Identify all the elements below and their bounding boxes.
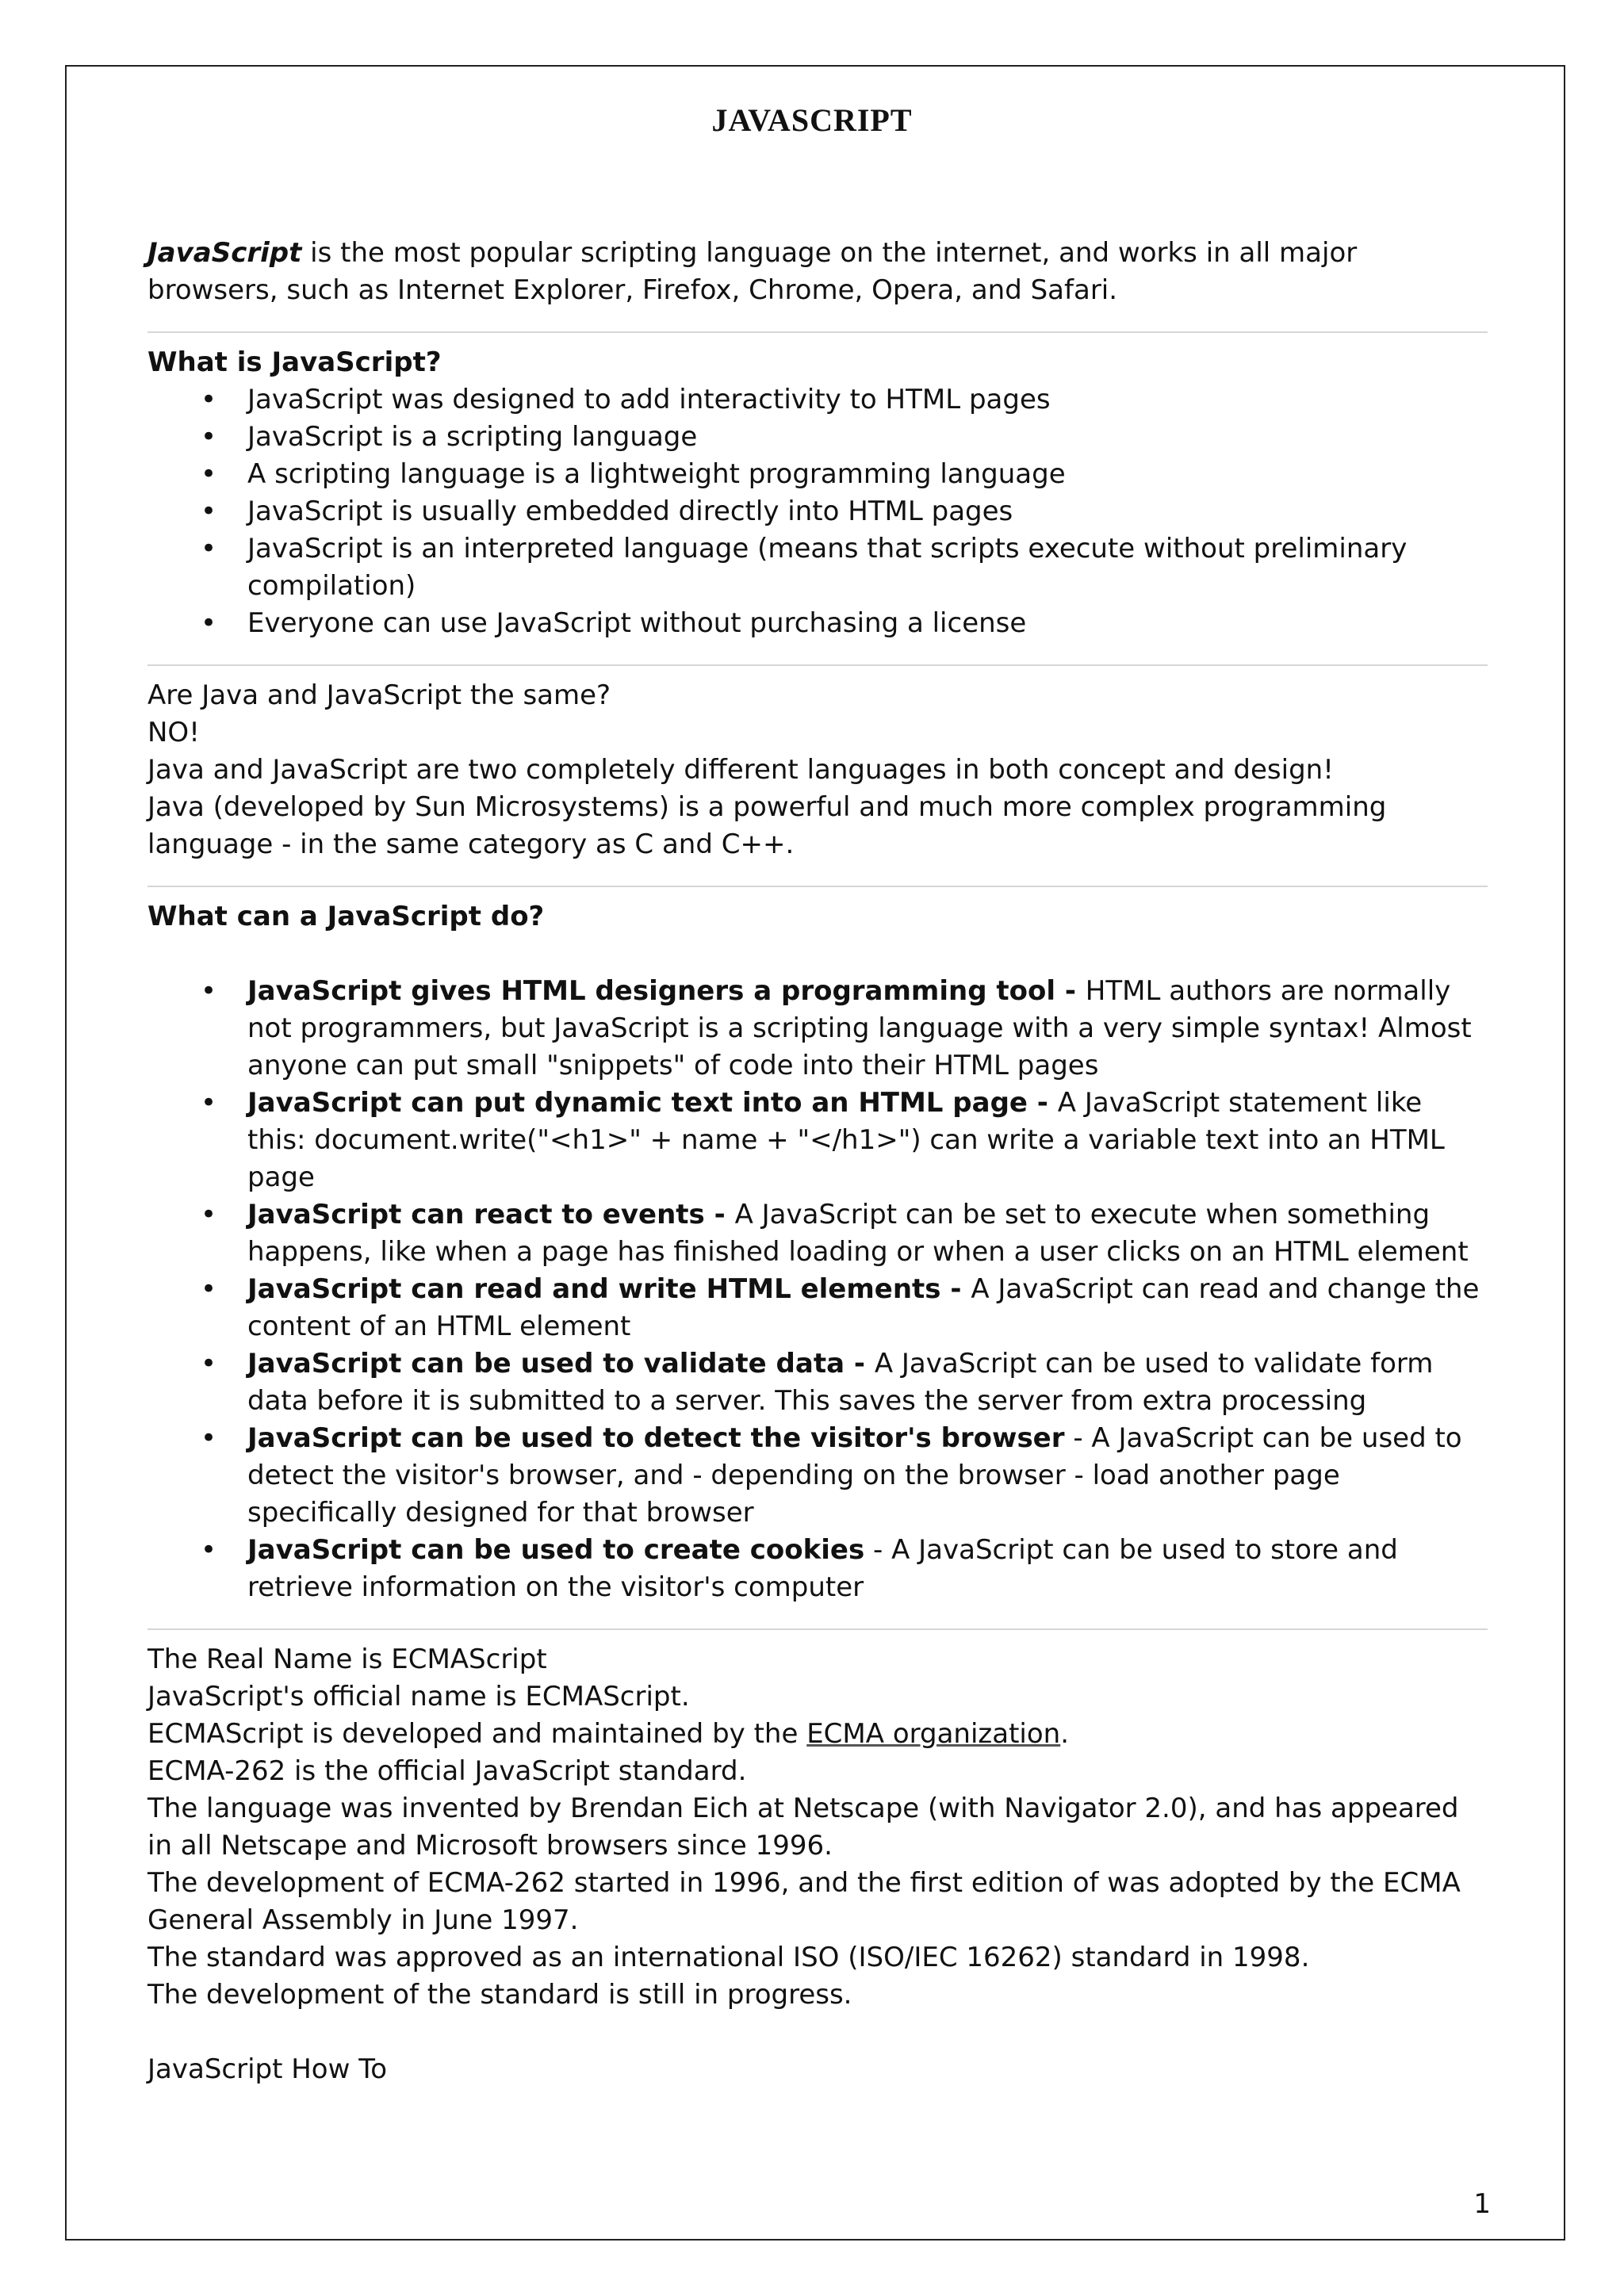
bullet-icon: • [200, 421, 217, 453]
java-text: Java (developed by Sun Microsystems) is a powerful and much more complex programming language - in the same category as C and C++. [147, 791, 1387, 860]
list-item: • JavaScript can be used to detect the visitor's browser - A JavaScript can be used to detect the visitor's browser, and - depending on the browser - load another page specifically designed for that browser [147, 1420, 1488, 1532]
ecma-organization-link[interactable]: ECMA organization [806, 1718, 1061, 1750]
java-text: Java and JavaScript are two completely different languages in both concept and design! [147, 754, 1334, 786]
spacer [147, 936, 1488, 973]
ecma-text: The development of ECMA-262 started in 1996, and the first edition of was adopted by the ECMA General Assembly in June 1997. [147, 1867, 1461, 1936]
bullet-icon: • [200, 1273, 217, 1305]
page-number: 1 [1473, 2188, 1491, 2220]
bullet-icon: • [200, 1422, 217, 1454]
list-item: • JavaScript was designed to add interactivity to HTML pages [147, 381, 1488, 419]
list-item: • JavaScript can be used to validate data - A JavaScript can be used to validate form data before it is submitted to a server. This saves the server from extra processing [147, 1345, 1488, 1420]
bullet-icon: • [200, 975, 217, 1007]
java-question: Are Java and JavaScript the same? [147, 679, 611, 711]
list-item: • JavaScript is usually embedded directly into HTML pages [147, 493, 1488, 530]
list-item: • JavaScript is a scripting language [147, 419, 1488, 456]
bullet-icon: • [200, 1348, 217, 1380]
divider [147, 331, 1488, 333]
bullet-icon: • [200, 1199, 217, 1230]
what-is-heading: What is JavaScript? [147, 346, 442, 378]
divider [147, 886, 1488, 887]
document-body [147, 235, 1488, 2088]
can-do-heading: What can a JavaScript do? [147, 901, 545, 932]
divider [147, 664, 1488, 666]
bullet-icon: • [200, 458, 217, 490]
bullet-icon: • [200, 1534, 217, 1566]
ecma-text: ECMAScript is developed and maintained by the ECMA organization. [147, 1718, 1070, 1750]
list-item: • JavaScript is an interpreted language (means that scripts execute without preliminary compilation) [147, 530, 1488, 605]
intro-lead: JavaScript [147, 237, 302, 269]
spacer [147, 2014, 1488, 2051]
bullet-icon: • [200, 384, 217, 415]
ecma-text: The language was invented by Brendan Eich at Netscape (with Navigator 2.0), and has appeared in all Netscape and Microsoft browsers since 1996. [147, 1793, 1459, 1862]
ecma-text: The standard was approved as an international ISO (ISO/IEC 16262) standard in 1998. [147, 1942, 1310, 1973]
list-item: • JavaScript can read and write HTML elements - A JavaScript can read and change the content of an HTML element [147, 1271, 1488, 1345]
how-to-heading: JavaScript How To [147, 2053, 388, 2085]
list-item: • JavaScript can react to events - A JavaScript can be set to execute when something happens, like when a page has finished loading or when a user clicks on an HTML element [147, 1196, 1488, 1271]
ecma-heading: The Real Name is ECMAScript [147, 1644, 547, 1675]
list-item: • A scripting language is a lightweight programming language [147, 456, 1488, 493]
page-title: JAVASCRIPT [711, 102, 913, 138]
what-is-list [147, 381, 1488, 642]
divider [147, 1628, 1488, 1630]
ecma-text: The development of the standard is still in progress. [147, 1979, 852, 2011]
bullet-icon: • [200, 607, 217, 639]
ecma-text: ECMA-262 is the official JavaScript standard. [147, 1755, 747, 1787]
intro-text: is the most popular scripting language on the internet, and works in all major browsers, such as Internet Explorer, Firefox, Chrome, Opera, and Safari. [147, 237, 1358, 306]
list-item: • JavaScript gives HTML designers a programming tool - HTML authors are normally not programmers, but JavaScript is a scripting language with a very simple syntax! Almost anyone can put small "snippets" of code into their HTML pages [147, 973, 1488, 1085]
bullet-icon: • [200, 1087, 217, 1119]
can-do-list [147, 973, 1488, 1606]
intro-paragraph [147, 235, 1488, 309]
ecma-text: JavaScript's official name is ECMAScript. [147, 1681, 690, 1712]
list-item: • JavaScript can be used to create cookies - A JavaScript can be used to store and retrieve information on the visitor's computer [147, 1532, 1488, 1606]
bullet-icon: • [200, 533, 217, 564]
list-item: • JavaScript can put dynamic text into an HTML page - A JavaScript statement like this: document.write("<h1>" + name + "</h1>") can write a variable text into an HTML page [147, 1085, 1488, 1196]
java-answer: NO! [147, 717, 200, 748]
list-item: • Everyone can use JavaScript without purchasing a license [147, 605, 1488, 642]
bullet-icon: • [200, 496, 217, 527]
